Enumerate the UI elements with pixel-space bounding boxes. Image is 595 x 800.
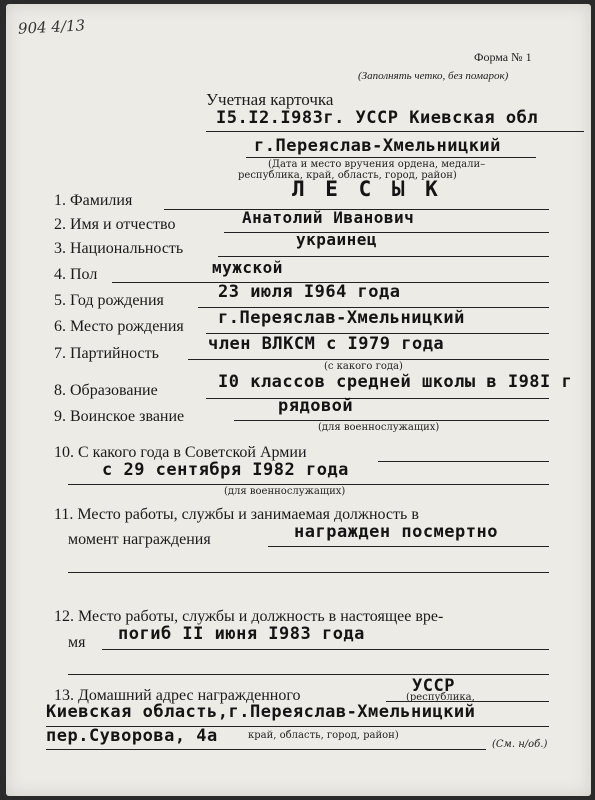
party-line [188, 359, 549, 360]
name-label: 2. Имя и отчество [54, 216, 176, 233]
sex-label: 4. Пол [54, 266, 98, 283]
work-line-1 [268, 546, 549, 547]
work-value: награжден посмертно [294, 522, 498, 542]
rank-label: 9. Воинское звание [54, 408, 185, 425]
address-line1: Киевская область,г.Переяслав-Хмельницкий [46, 702, 476, 722]
name-value: Анатолий Иванович [242, 208, 415, 227]
nationality-value: украинец [296, 230, 378, 249]
card-title: Учетная карточка [206, 90, 334, 109]
address-line2: пер.Суворова, 4а [46, 726, 218, 746]
work-line-2 [68, 572, 549, 573]
birth-place-label: 6. Место рождения [54, 318, 184, 335]
surname-label: 1. Фамилия [54, 192, 133, 209]
fill-instruction: (Заполнять четко, без помарок) [358, 70, 509, 82]
current-label-2: мя [68, 634, 86, 651]
birth-year-value: 23 июля I964 года [218, 282, 401, 302]
work-label-1: 11. Место работы, службы и занимаемая должность в [54, 506, 419, 523]
name-line [224, 232, 549, 233]
nationality-label: 3. Национальность [54, 240, 184, 257]
rank-caption: (для военнослужащих) [318, 422, 440, 433]
surname-value: Л Е С Ы К [292, 177, 442, 201]
address-label: 13. Домашний адрес награжденного [54, 687, 301, 704]
rank-value: рядовой [278, 396, 354, 416]
party-value: член ВЛКСМ с I979 года [208, 334, 445, 354]
form-number: Форма № 1 [474, 50, 532, 64]
birth-year-label: 5. Год рождения [54, 292, 164, 309]
rank-line [234, 420, 549, 421]
army-line-1 [378, 461, 549, 462]
education-label: 8. Образование [54, 382, 158, 399]
army-value: с 29 сентября I982 года [102, 460, 349, 480]
current-line-1 [102, 649, 549, 650]
award-date-place-line1: I5.I2.I983г. УССР Киевская обл [216, 108, 539, 128]
birth-place-value: г.Переяслав-Хмельницкий [218, 308, 465, 328]
handwritten-note: 904 4/13 [17, 16, 86, 38]
address-line-3 [46, 749, 486, 750]
party-caption: (с какого года) [324, 361, 403, 372]
award-caption-1: (Дата и место вручения ордена, медали– [268, 159, 486, 170]
army-line-2 [68, 484, 549, 485]
address-republic: УССР [412, 676, 455, 696]
army-caption: (для военнослужащих) [224, 486, 346, 497]
education-line [206, 398, 549, 399]
address-caption-2: край, область, город, район) [248, 730, 399, 741]
nationality-line [218, 256, 549, 257]
award-date-place-line2: г.Переяслав-Хмельницкий [254, 136, 501, 156]
current-label-1: 12. Место работы, службы и должность в настоящее вре- [54, 608, 444, 625]
address-caption-1: (республика, [406, 692, 475, 703]
education-value: I0 классов средней школы в I98I г [218, 372, 573, 392]
current-line-2 [68, 674, 549, 675]
award-line-2 [246, 157, 536, 158]
award-caption-2: республика, край, область, город, район) [238, 170, 457, 181]
sex-value: мужской [212, 258, 283, 277]
army-label: 10. С какого года в Советской Армии [54, 444, 307, 461]
award-record-card [6, 4, 591, 796]
current-value: погиб II июня I983 года [118, 624, 365, 644]
see-reverse-note: (См. н/об.) [492, 739, 548, 750]
work-label-2: момент награждения [68, 531, 211, 548]
party-label: 7. Партийность [54, 345, 159, 362]
award-line-1 [206, 131, 584, 132]
